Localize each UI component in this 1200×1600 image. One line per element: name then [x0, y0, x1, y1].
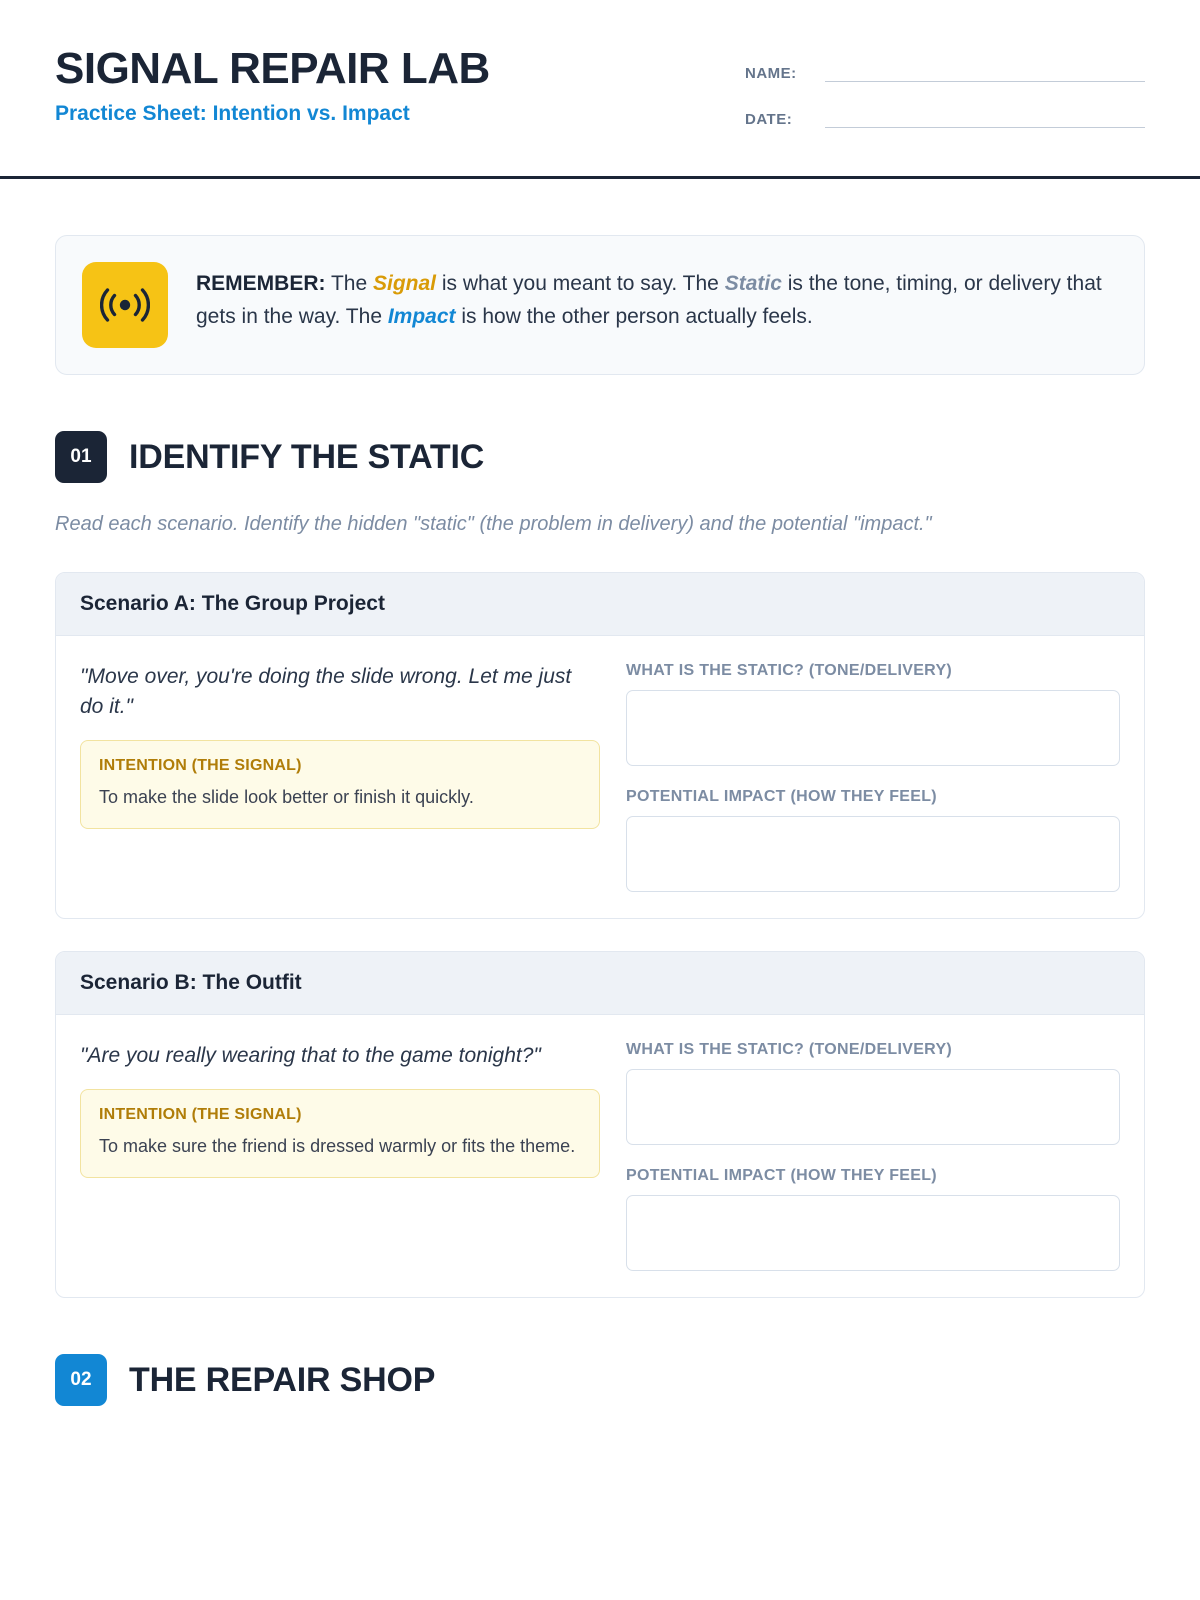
scenario-body	[56, 636, 1144, 918]
section-title-01: IDENTIFY THE STATIC	[129, 437, 485, 476]
intention-box	[80, 740, 600, 829]
scenario-card	[55, 951, 1145, 1298]
student-meta	[745, 46, 1145, 154]
static-input[interactable]	[626, 1069, 1120, 1145]
remember-text	[196, 262, 1114, 333]
remember-t3: is the tone, timing, or delivery that gets in the way. The	[196, 272, 1102, 328]
scenario-body	[56, 1015, 1144, 1297]
broadcast-icon	[82, 262, 168, 348]
name-input[interactable]	[825, 62, 1145, 82]
scenario-right-column	[626, 658, 1120, 892]
header-divider	[0, 176, 1200, 179]
section-title-02: THE REPAIR SHOP	[129, 1360, 436, 1399]
term-impact: Impact	[387, 304, 456, 328]
scenario-left-column	[80, 658, 600, 892]
name-row	[745, 62, 1145, 82]
static-field-label: WHAT IS THE STATIC? (TONE/DELIVERY)	[626, 1041, 953, 1058]
static-input[interactable]	[626, 690, 1120, 766]
scenario-quote: "Move over, you're doing the slide wrong. Let me just do it."	[80, 665, 572, 718]
intention-label: INTENTION (THE SIGNAL)	[99, 756, 302, 774]
scenario-quote: "Are you really wearing that to the game tonight?"	[80, 1044, 541, 1067]
date-label: DATE:	[745, 111, 793, 128]
term-signal: Signal	[372, 272, 436, 295]
remember-t2: is what you meant to say. The	[436, 272, 725, 295]
term-static: Static	[724, 272, 782, 295]
intention-text: To make sure the friend is dressed warmly or fits the theme.	[99, 1135, 576, 1156]
intention-label: INTENTION (THE SIGNAL)	[99, 1105, 302, 1123]
page-title: SIGNAL REPAIR LAB	[55, 44, 490, 93]
date-row	[745, 108, 1145, 128]
scenario-heading: Scenario A: The Group Project	[56, 573, 1144, 636]
remember-callout	[55, 235, 1145, 375]
section-number-01: 01	[55, 431, 107, 483]
impact-input[interactable]	[626, 1195, 1120, 1271]
remember-lead: REMEMBER:	[196, 272, 326, 295]
intention-box	[80, 1089, 600, 1178]
intention-text: To make the slide look better or finish it quickly.	[99, 786, 474, 807]
remember-t4: is how the other person actually feels.	[455, 304, 813, 328]
scenario-right-column	[626, 1037, 1120, 1271]
section-number-02: 02	[55, 1354, 107, 1406]
name-label: NAME:	[745, 65, 797, 82]
scenario-heading: Scenario B: The Outfit	[56, 952, 1144, 1015]
scenario-left-column	[80, 1037, 600, 1271]
remember-t1: The	[325, 272, 373, 295]
static-field-label: WHAT IS THE STATIC? (TONE/DELIVERY)	[626, 662, 953, 679]
page-header	[55, 0, 1145, 176]
title-block	[55, 46, 490, 126]
impact-input[interactable]	[626, 816, 1120, 892]
section-description-01: Read each scenario. Identify the hidden "static" (the problem in delivery) and the potential "impact."	[55, 513, 932, 535]
impact-field-label: POTENTIAL IMPACT (HOW THEY FEEL)	[626, 1167, 937, 1184]
page-subtitle: Practice Sheet: Intention vs. Impact	[55, 102, 410, 126]
section-heading-01	[55, 431, 1145, 483]
date-input[interactable]	[825, 108, 1145, 128]
section-heading-02	[55, 1354, 1145, 1406]
impact-field-label: POTENTIAL IMPACT (HOW THEY FEEL)	[626, 788, 937, 805]
scenario-card	[55, 572, 1145, 919]
